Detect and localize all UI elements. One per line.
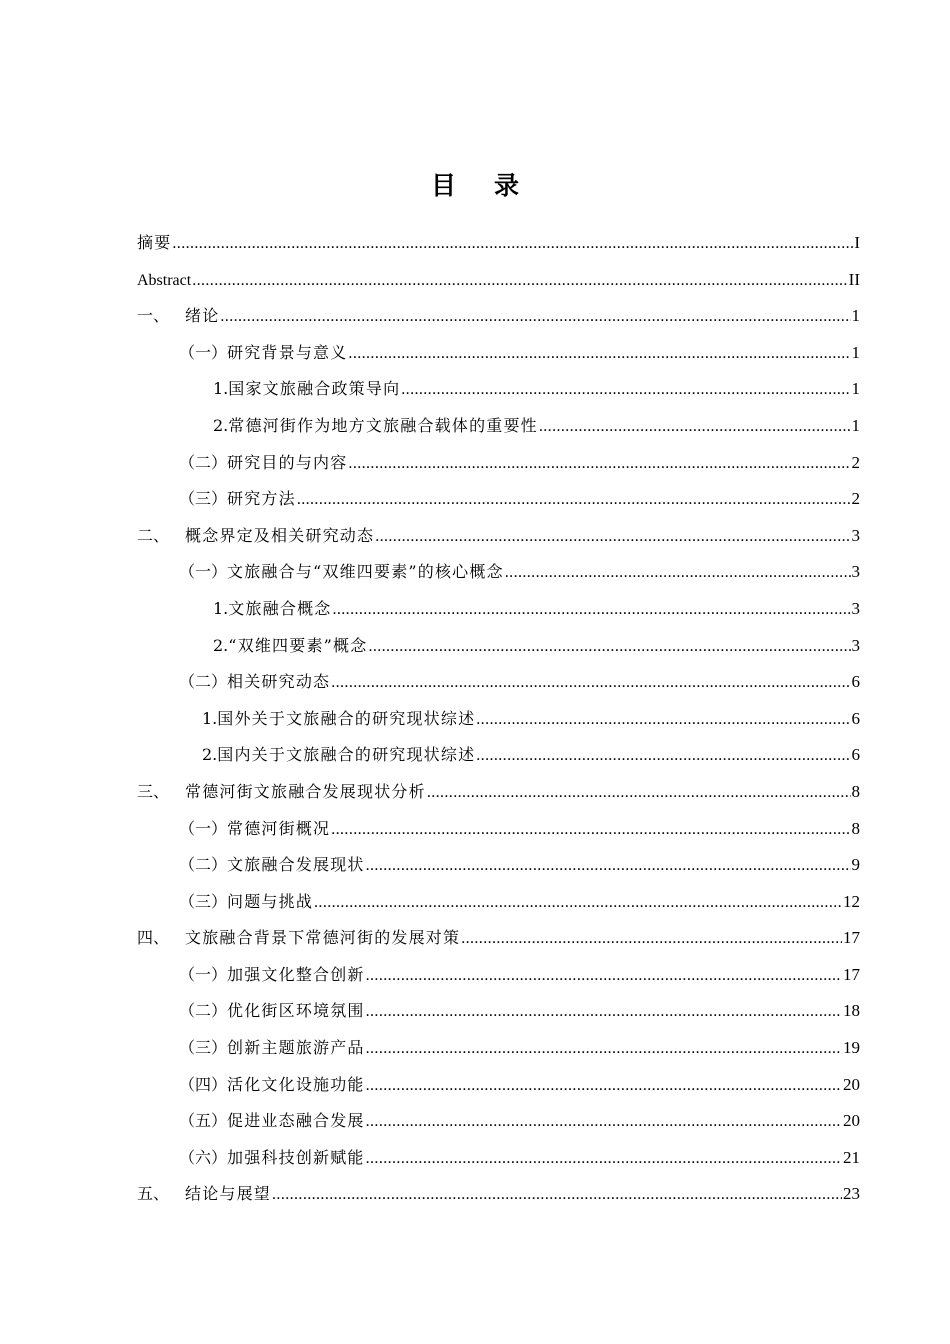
dot-leader xyxy=(348,446,850,483)
toc-entry-number: 一、 xyxy=(137,306,170,326)
dot-leader xyxy=(366,1104,842,1141)
toc-entry-number: （六） xyxy=(179,1147,228,1167)
dot-leader xyxy=(461,921,842,958)
toc-entry-number: （三） xyxy=(179,891,228,911)
toc-entry-title: 文旅融合与“双维四要素”的核心概念 xyxy=(227,562,504,582)
toc-entry-page-number: 8 xyxy=(851,781,860,801)
dot-leader xyxy=(272,1177,842,1214)
toc-entry-title: 常德河街概况 xyxy=(227,818,331,838)
toc-entry[interactable] xyxy=(137,737,860,774)
toc-entry[interactable] xyxy=(137,1030,860,1067)
dot-leader xyxy=(366,958,842,995)
toc-entry-page-number: 18 xyxy=(843,1001,860,1021)
dot-leader xyxy=(375,519,850,556)
toc-entry-number: 1. xyxy=(213,598,229,618)
toc-entry[interactable] xyxy=(137,554,860,591)
toc-entry-title: 国外关于文旅融合的研究现状综述 xyxy=(217,708,476,728)
toc-entry[interactable] xyxy=(137,225,860,262)
dot-leader xyxy=(331,812,850,849)
toc-entry-title: 优化街区环境氛围 xyxy=(227,1001,365,1021)
dot-leader xyxy=(366,1141,842,1178)
toc-entry[interactable] xyxy=(137,774,860,811)
toc-entry-number: 1. xyxy=(213,379,229,399)
toc-entry-number: （一） xyxy=(179,964,228,984)
dot-leader xyxy=(476,738,850,775)
dot-leader xyxy=(220,299,850,336)
toc-entry-title: 结论与展望 xyxy=(185,1184,272,1204)
toc-entry-number: （四） xyxy=(179,1074,228,1094)
toc-entry-page-number: 8 xyxy=(851,818,860,838)
toc-entry-page-number: 3 xyxy=(851,525,860,545)
toc-entry-number: 二、 xyxy=(137,525,170,545)
toc-entry-number: （一） xyxy=(179,342,228,362)
page-title-char-2: 录 xyxy=(494,171,520,200)
toc-entry-page-number: 3 xyxy=(851,598,860,618)
toc-entry[interactable] xyxy=(137,591,860,628)
toc-entry-title: 相关研究动态 xyxy=(227,672,331,692)
toc-entry[interactable] xyxy=(137,701,860,738)
dot-leader xyxy=(539,409,851,446)
toc-entry-page-number: 12 xyxy=(843,891,860,911)
toc-entry-number: （五） xyxy=(179,1111,228,1131)
toc-entry-number: 三、 xyxy=(137,781,170,801)
toc-entry-title: “双维四要素”概念 xyxy=(228,635,368,655)
toc-entry-number: 2. xyxy=(213,635,229,655)
toc-entry[interactable] xyxy=(137,957,860,994)
toc-entry-title: Abstract xyxy=(137,271,192,289)
toc-entry[interactable] xyxy=(137,371,860,408)
dot-leader xyxy=(172,226,853,263)
toc-entry[interactable] xyxy=(137,993,860,1030)
toc-entry-number: （二） xyxy=(179,672,228,692)
toc-entry-page-number: I xyxy=(854,233,860,252)
toc-entry-title: 活化文化设施功能 xyxy=(227,1074,365,1094)
dot-leader xyxy=(366,1031,842,1068)
toc-entry-number: 四、 xyxy=(137,928,170,948)
dot-leader xyxy=(505,555,851,592)
toc-entry-title: 常德河街作为地方文旅融合载体的重要性 xyxy=(228,415,538,435)
toc-entry[interactable] xyxy=(137,408,860,445)
toc-entry-number: （二） xyxy=(179,1001,228,1021)
toc-entry[interactable] xyxy=(137,481,860,518)
toc-entry-page-number: 19 xyxy=(843,1038,860,1058)
dot-leader xyxy=(366,994,842,1031)
toc-entry-title: 促进业态融合发展 xyxy=(227,1111,365,1131)
toc-entry-page-number: 9 xyxy=(851,855,860,875)
toc-entry[interactable] xyxy=(137,1140,860,1177)
toc-entry-page-number: 20 xyxy=(843,1074,860,1094)
toc-entry[interactable] xyxy=(137,628,860,665)
toc-entry-number: （一） xyxy=(179,562,228,582)
toc-entry-page-number: 1 xyxy=(851,415,860,435)
toc-entry-title: 研究方法 xyxy=(227,489,296,509)
toc-entry[interactable] xyxy=(137,811,860,848)
toc-entry[interactable] xyxy=(137,1067,860,1104)
toc-entry-page-number: 23 xyxy=(843,1184,860,1204)
toc-entry-number: 2. xyxy=(202,745,218,765)
toc-entry-number: （三） xyxy=(179,1038,228,1058)
dot-leader xyxy=(368,629,850,666)
toc-entry-number: （一） xyxy=(179,818,228,838)
toc-entry-page-number: 17 xyxy=(843,964,860,984)
toc-entry[interactable] xyxy=(137,298,860,335)
toc-entry-title: 文旅融合概念 xyxy=(228,598,332,618)
toc-entry[interactable] xyxy=(137,664,860,701)
toc-entry-page-number: 2 xyxy=(851,489,860,509)
toc-entry-title: 绪论 xyxy=(185,306,220,326)
dot-leader xyxy=(476,702,850,739)
dot-leader xyxy=(332,592,850,629)
toc-entry-title: 问题与挑战 xyxy=(227,891,314,911)
dot-leader xyxy=(192,263,847,300)
dot-leader xyxy=(348,336,850,373)
toc-entry-number: 五、 xyxy=(137,1184,170,1204)
toc-entry-number: 1. xyxy=(202,708,218,728)
toc-entry[interactable] xyxy=(137,445,860,482)
toc-entry-page-number: 21 xyxy=(843,1147,860,1167)
toc-entry-page-number: II xyxy=(848,269,860,289)
toc-entry-page-number: 1 xyxy=(851,306,860,326)
toc-entry-title: 文旅融合发展现状 xyxy=(227,855,365,875)
toc-entry-number: （二） xyxy=(179,855,228,875)
toc-entry[interactable] xyxy=(137,1103,860,1140)
toc-entry-page-number: 20 xyxy=(843,1111,860,1131)
toc-entry-page-number: 6 xyxy=(851,708,860,728)
page-title-char-1: 目 xyxy=(430,171,456,200)
toc-entry-title: 常德河街文旅融合发展现状分析 xyxy=(185,781,426,801)
dot-leader xyxy=(366,1068,842,1105)
dot-leader xyxy=(427,775,851,812)
toc-entry[interactable] xyxy=(137,335,860,372)
toc-entry-title: 文旅融合背景下常德河街的发展对策 xyxy=(185,928,461,948)
toc-entry-page-number: 6 xyxy=(851,745,860,765)
toc-entry-page-number: 3 xyxy=(851,635,860,655)
toc-entry-page-number: 1 xyxy=(851,342,860,362)
toc-entry-title: 加强科技创新赋能 xyxy=(227,1147,365,1167)
dot-leader xyxy=(366,848,851,885)
dot-leader xyxy=(331,665,850,702)
toc-entry-page-number: 6 xyxy=(851,672,860,692)
toc-entry-number: 2. xyxy=(213,415,229,435)
toc-entry[interactable] xyxy=(137,920,860,957)
toc-entry[interactable] xyxy=(137,518,860,555)
toc-entry-number: （二） xyxy=(179,452,228,472)
toc-entry-page-number: 1 xyxy=(851,379,860,399)
table-of-contents xyxy=(137,225,860,1213)
dot-leader xyxy=(297,482,851,519)
page-title xyxy=(0,168,950,204)
dot-leader xyxy=(314,885,842,922)
toc-entry[interactable] xyxy=(137,262,860,299)
toc-entry[interactable] xyxy=(137,847,860,884)
toc-entry-page-number: 17 xyxy=(843,928,860,948)
toc-entry-page-number: 3 xyxy=(851,562,860,582)
toc-entry-number: （三） xyxy=(179,489,228,509)
toc-entry-title: 创新主题旅游产品 xyxy=(227,1038,365,1058)
toc-entry-title: 研究目的与内容 xyxy=(227,452,348,472)
toc-entry-title: 概念界定及相关研究动态 xyxy=(185,525,375,545)
toc-entry-title: 加强文化整合创新 xyxy=(227,964,365,984)
toc-entry[interactable] xyxy=(137,1176,860,1213)
toc-entry-title: 摘要 xyxy=(137,233,172,252)
toc-entry-title: 研究背景与意义 xyxy=(227,342,348,362)
toc-entry[interactable] xyxy=(137,884,860,921)
dot-leader xyxy=(401,372,850,409)
toc-entry-title: 国内关于文旅融合的研究现状综述 xyxy=(217,745,476,765)
toc-entry-page-number: 2 xyxy=(851,452,860,472)
toc-entry-title: 国家文旅融合政策导向 xyxy=(228,379,401,399)
